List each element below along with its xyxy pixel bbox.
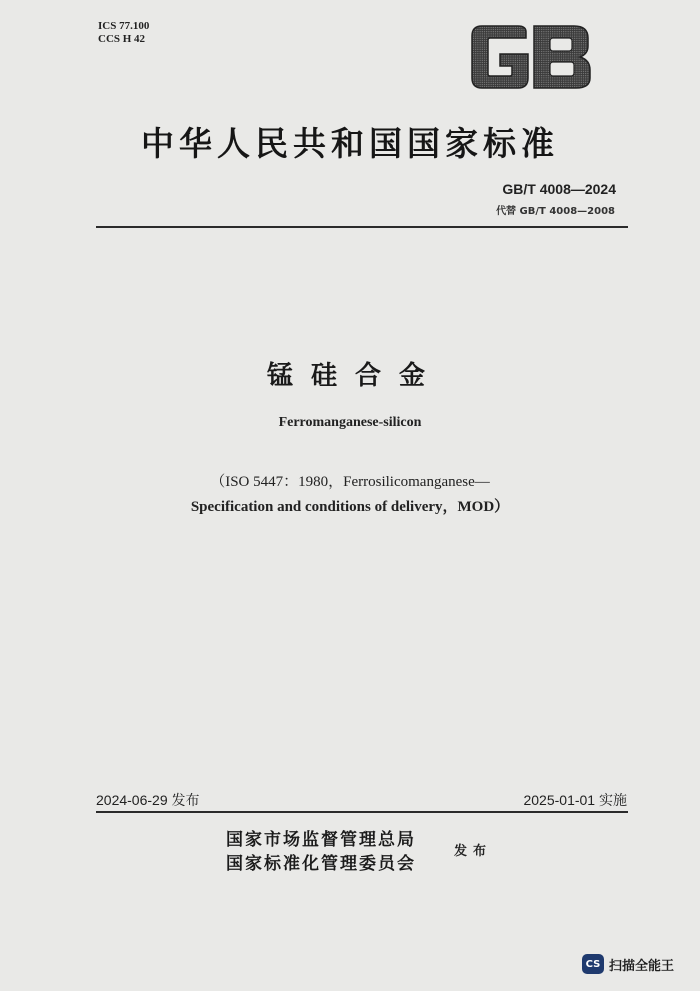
- watermark-text: 扫描全能王: [609, 958, 675, 974]
- scanner-watermark: [582, 954, 674, 974]
- issue-date: 2024-06-29 发布: [96, 792, 200, 808]
- issue-label: 发布: [454, 844, 493, 859]
- classification-codes: [98, 20, 149, 46]
- publisher-names: [226, 828, 416, 876]
- publisher-line-1: 国家市场监督管理总局: [226, 830, 416, 850]
- implementation-date: 2025-01-01 实施: [523, 792, 627, 808]
- standard-number: GB/T 4008—2024: [502, 181, 616, 197]
- gb-logo: [468, 24, 593, 90]
- publisher-line-2: 国家标准化管理委员会: [226, 854, 416, 874]
- ccs-code: CCS H 42: [98, 33, 146, 45]
- replaces-standard: 代替 GB/T 4008—2008: [496, 206, 615, 217]
- footer-divider: [96, 811, 628, 813]
- national-standard-title: 中华人民共和国国家标准: [141, 124, 559, 163]
- ics-code: ICS 77.100: [98, 20, 150, 32]
- adoption-line-2: Specification and conditions of delivery，MOD）: [190, 499, 510, 515]
- adoption-line-1: （ISO 5447：1980，Ferrosilicomanganese—: [210, 474, 490, 490]
- chinese-title: 锰硅合金: [266, 361, 443, 391]
- camscanner-logo-icon: CS: [582, 954, 604, 974]
- english-title: Ferromanganese-silicon: [278, 415, 422, 430]
- header-divider: [96, 226, 628, 228]
